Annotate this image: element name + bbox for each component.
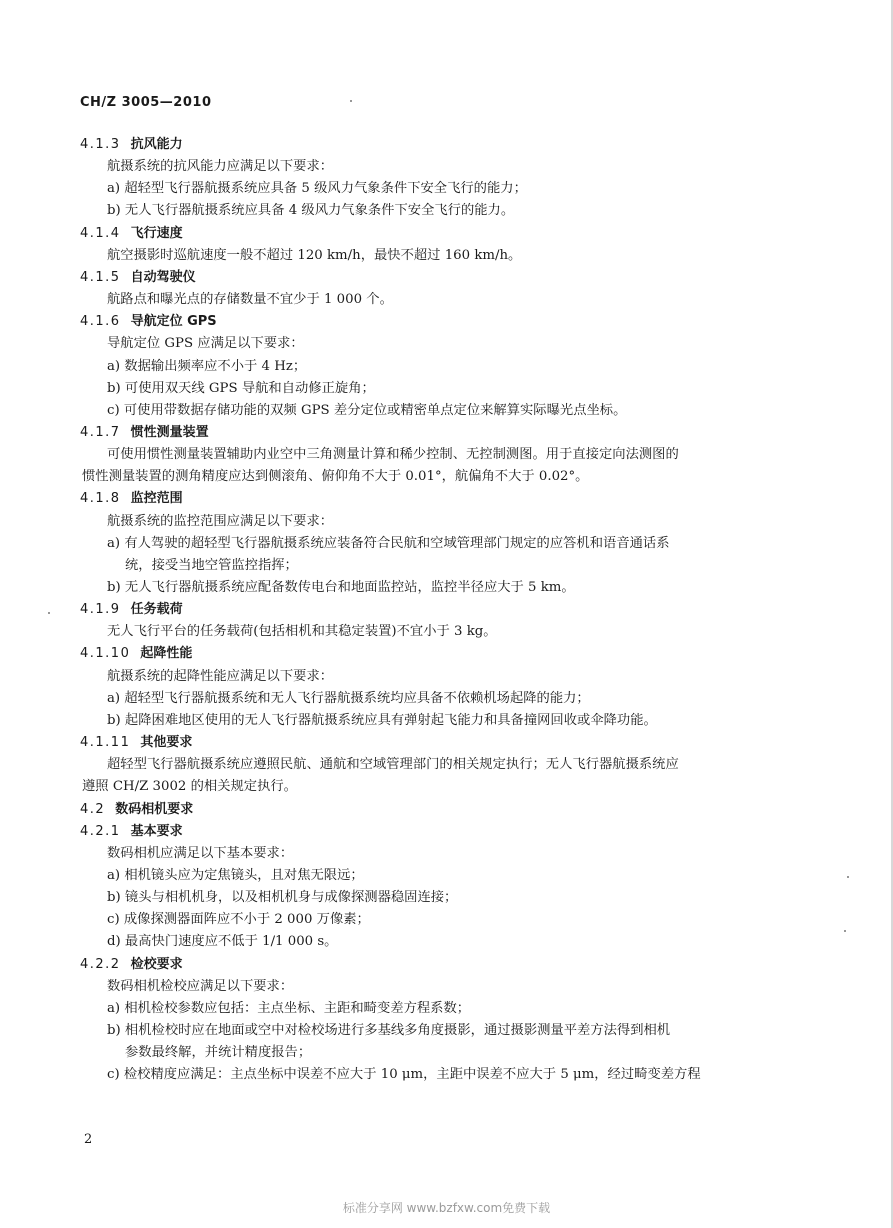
list-item: b) 无人飞行器航摄系统应具备 4 级风力气象条件下安全飞行的能力。	[107, 203, 515, 219]
section-heading	[80, 269, 196, 287]
list-item: a) 超轻型飞行器航摄系统和无人飞行器航摄系统均应具备不依赖机场起降的能力；	[107, 690, 590, 706]
paragraph-line: 无人飞行平台的任务载荷(包括相机和其稳定装置)不宜小于 3 kg。	[107, 624, 497, 640]
section-title: 起降性能	[140, 646, 193, 662]
list-item: a) 超轻型飞行器航摄系统应具备 5 级风力气象条件下安全飞行的能力；	[107, 181, 527, 197]
scan-speck	[350, 100, 352, 102]
paragraph-line: 航摄系统的起降性能应满足以下要求：	[107, 668, 334, 684]
section-heading	[80, 734, 192, 752]
list-item: b) 镜头与相机机身，以及相机机身与成像探测器稳固连接；	[107, 890, 458, 906]
section-heading	[80, 823, 183, 841]
section-title: 任务载荷	[130, 602, 183, 618]
section-heading	[80, 136, 183, 154]
page-number: 2	[84, 1132, 93, 1147]
section-title: 检校要求	[130, 956, 183, 972]
list-item: a) 相机检校参数应包括：主点坐标、主距和畸变差方程系数；	[107, 1000, 471, 1016]
section-number: 4.1.5	[80, 269, 121, 285]
list-item: a) 有人驾驶的超轻型飞行器航摄系统应装备符合民航和空域管理部门规定的应答机和语音通话系	[107, 535, 670, 551]
scan-speck	[847, 876, 849, 878]
section-number: 4.2.2	[80, 956, 121, 972]
paragraph-line: 惯性测量装置的测角精度应达到侧滚角、俯仰角不大于 0.01°，航偏角不大于 0.02°。	[82, 469, 589, 485]
section-number: 4.2.1	[80, 823, 121, 839]
section-heading	[80, 645, 192, 663]
list-item: c) 可使用带数据存储功能的双频 GPS 差分定位或精密单点定位来解算实际曝光点坐标。	[107, 402, 627, 418]
list-item: 统，接受当地空管监控指挥；	[125, 557, 298, 573]
paragraph-line: 导航定位 GPS 应满足以下要求：	[107, 336, 304, 352]
section-title: 抗风能力	[130, 137, 183, 152]
section-number: 4.1.10	[80, 646, 131, 662]
standard-code-header: CH/Z 3005—2010	[80, 95, 212, 110]
section-heading	[80, 601, 183, 619]
section-title: 基本要求	[130, 823, 183, 839]
section-number: 4.1.11	[80, 735, 131, 751]
list-item: 参数最终解，并统计精度报告；	[125, 1045, 312, 1061]
list-item: a) 相机镜头应为定焦镜头，且对焦无限远；	[107, 867, 364, 883]
scan-speck	[48, 612, 50, 614]
section-number: 4.1.9	[80, 602, 121, 618]
section-title: 数码相机要求	[115, 801, 194, 817]
footer-watermark: 标准分享网 www.bzfxw.com免费下载	[342, 1201, 551, 1215]
list-item: b) 起降困难地区使用的无人飞行器航摄系统应具有弹射起飞能力和具备撞网回收或伞降功能。	[107, 712, 657, 728]
section-title: 导航定位 GPS	[130, 314, 217, 330]
paragraph-line: 航摄系统的监控范围应满足以下要求：	[107, 513, 334, 529]
section-title: 飞行速度	[130, 225, 183, 241]
section-heading	[80, 801, 193, 819]
section-number: 4.1.3	[80, 137, 121, 152]
section-heading	[80, 424, 209, 442]
section-heading	[80, 956, 183, 974]
list-item: c) 检校精度应满足：主点坐标中误差不应大于 10 μm，主距中误差不应大于 5 μm，经过畸变差方程	[107, 1067, 701, 1083]
paragraph-line: 航路点和曝光点的存储数量不宜少于 1 000 个。	[107, 292, 393, 308]
section-title: 监控范围	[130, 491, 183, 507]
paragraph-line: 超轻型飞行器航摄系统应遵照民航、通航和空域管理部门的相关规定执行；无人飞行器航摄系统应	[107, 757, 679, 773]
paragraph-line: 航空摄影时巡航速度一般不超过 120 km/h，最快不超过 160 km/h。	[107, 247, 522, 263]
section-heading	[80, 225, 183, 243]
list-item: b) 可使用双天线 GPS 导航和自动修正旋角；	[107, 380, 375, 396]
list-item: d) 最高快门速度应不低于 1/1 000 s。	[107, 934, 338, 950]
list-item: b) 无人飞行器航摄系统应配备数传电台和地面监控站，监控半径应大于 5 km。	[107, 580, 575, 595]
paragraph-line: 数码相机检校应满足以下要求：	[107, 978, 294, 994]
section-number: 4.1.8	[80, 491, 121, 507]
section-title: 自动驾驶仪	[130, 269, 196, 285]
section-title: 其他要求	[140, 735, 193, 751]
section-number: 4.1.4	[80, 225, 121, 241]
list-item: a) 数据输出频率应不小于 4 Hz；	[107, 358, 307, 374]
section-title: 惯性测量装置	[130, 424, 209, 440]
paragraph-line: 航摄系统的抗风能力应满足以下要求：	[107, 159, 334, 175]
paragraph-line: 遵照 CH/Z 3002 的相关规定执行。	[82, 779, 297, 795]
section-number: 4.1.7	[80, 424, 121, 440]
list-item: c) 成像探测器面阵应不小于 2 000 万像素；	[107, 912, 370, 928]
paragraph-line: 数码相机应满足以下基本要求：	[107, 845, 294, 861]
section-number: 4.2	[80, 801, 106, 817]
section-number: 4.1.6	[80, 314, 121, 330]
section-heading	[80, 313, 217, 331]
scan-speck	[844, 930, 846, 932]
section-heading	[80, 490, 183, 508]
list-item: b) 相机检校时应在地面或空中对检校场进行多基线多角度摄影，通过摄影测量平差方法得到相机	[107, 1023, 671, 1038]
paragraph-line: 可使用惯性测量装置辅助内业空中三角测量计算和稀少控制、无控制测图。用于直接定向法测图的	[107, 447, 679, 463]
